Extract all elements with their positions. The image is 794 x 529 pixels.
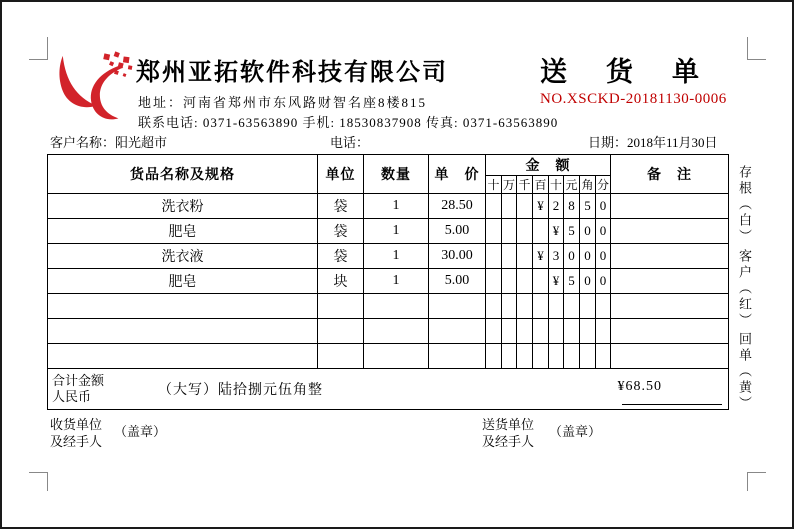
amount-digit-cell: 0 <box>564 244 580 269</box>
amount-digit-cell <box>580 294 596 319</box>
amount-digit-cell <box>486 344 502 369</box>
qty-cell <box>364 344 429 369</box>
digit-header: 千 <box>517 176 533 194</box>
unit-cell <box>318 344 364 369</box>
sender-line2: 及经手人 <box>482 434 535 449</box>
item-name-cell: 洗衣液 <box>48 244 318 269</box>
total-label-line2: 人民币 <box>52 389 92 404</box>
amount-digit-cell <box>564 344 580 369</box>
amount-digit-cell <box>580 319 596 344</box>
amount-digit-cell <box>502 194 517 219</box>
address-label: 地址： <box>138 95 184 110</box>
crop-mark-top-left-icon <box>29 37 48 60</box>
amount-digit-cell: 3 <box>549 244 564 269</box>
amount-digit-cell: ¥ <box>549 219 564 244</box>
amount-digit-cell <box>502 344 517 369</box>
digit-header: 元 <box>564 176 580 194</box>
amount-digit-cell: ¥ <box>533 194 549 219</box>
amount-digit-cell <box>502 294 517 319</box>
phone-field <box>330 132 369 151</box>
amount-digit-cell <box>502 219 517 244</box>
amount-digit-cell: 5 <box>564 269 580 294</box>
customer-label: 客户名称： <box>50 135 116 150</box>
crop-mark-bottom-left-icon <box>29 472 48 491</box>
document-title: 送 货 单 <box>540 57 705 87</box>
remark-cell <box>611 319 729 344</box>
amount-digit-cell <box>564 319 580 344</box>
receiver-seal-label: （盖章） <box>114 424 167 439</box>
amount-digit-cell: ¥ <box>549 269 564 294</box>
digit-header: 百 <box>533 176 549 194</box>
remark-cell <box>611 294 729 319</box>
sender-signature-block <box>482 416 534 450</box>
col-header-item-name: 货品名称及规格 <box>48 155 318 194</box>
total-cell <box>48 369 729 410</box>
amount-digit-cell <box>564 294 580 319</box>
total-amount-numeric: ¥68.50 <box>617 379 662 394</box>
amount-digit-cell: 0 <box>596 194 611 219</box>
amount-digit-cell <box>533 319 549 344</box>
document-number: NO.XSCKD-20181130-0006 <box>540 91 727 107</box>
unit-cell <box>318 294 364 319</box>
date-field <box>588 132 718 151</box>
copy-label-customer-red: 客户（红） <box>737 249 752 329</box>
amount-digit-cell <box>517 319 533 344</box>
amount-digit-cell <box>596 294 611 319</box>
customer-value: 阳光超市 <box>115 135 168 150</box>
price-cell: 5.00 <box>429 269 486 294</box>
col-header-remark: 备 注 <box>611 155 729 194</box>
remark-cell <box>611 219 729 244</box>
price-cell <box>429 344 486 369</box>
unit-cell <box>318 319 364 344</box>
amount-digit-cell <box>486 244 502 269</box>
price-cell <box>429 294 486 319</box>
col-header-price: 单 价 <box>429 155 486 194</box>
amount-digit-cell <box>486 194 502 219</box>
date-value: 2018年11月30日 <box>627 135 718 150</box>
amount-digit-cell <box>517 194 533 219</box>
amount-digit-cell <box>502 244 517 269</box>
digit-header: 角 <box>580 176 596 194</box>
amount-digit-cell <box>486 219 502 244</box>
remark-cell <box>611 244 729 269</box>
qty-cell <box>364 319 429 344</box>
amount-digit-cell <box>486 294 502 319</box>
copy-label-stub-white: 存根（白） <box>737 165 752 245</box>
qty-cell: 1 <box>364 194 429 219</box>
amount-digit-cell: 0 <box>580 244 596 269</box>
amount-digit-cell <box>596 319 611 344</box>
total-label <box>48 373 126 405</box>
amount-digit-cell: 0 <box>596 269 611 294</box>
qty-cell <box>364 294 429 319</box>
amount-digit-cell: 8 <box>564 194 580 219</box>
phone-label: 电话： <box>330 135 370 150</box>
sender-line1: 送货单位 <box>482 417 535 432</box>
table-row <box>48 219 729 244</box>
amount-digit-cell <box>486 319 502 344</box>
amount-digit-cell <box>580 344 596 369</box>
company-logo-phoenix-icon <box>52 50 136 132</box>
price-cell: 5.00 <box>429 219 486 244</box>
item-name-cell: 洗衣粉 <box>48 194 318 219</box>
total-amount-underline <box>622 404 722 405</box>
crop-mark-bottom-right-icon <box>747 472 766 491</box>
qty-cell: 1 <box>364 219 429 244</box>
company-name: 郑州亚拓软件科技有限公司 <box>136 60 448 86</box>
unit-cell: 袋 <box>318 244 364 269</box>
receiver-signature-block <box>50 416 102 450</box>
amount-digit-cell: 5 <box>580 194 596 219</box>
amount-digit-cell <box>533 219 549 244</box>
amount-digit-cell: 0 <box>580 219 596 244</box>
unit-cell: 块 <box>318 269 364 294</box>
amount-digit-cell <box>533 344 549 369</box>
unit-cell: 袋 <box>318 219 364 244</box>
unit-cell: 袋 <box>318 194 364 219</box>
amount-digit-cell <box>596 344 611 369</box>
table-row <box>48 244 729 269</box>
amount-digit-cell: 2 <box>549 194 564 219</box>
receiver-line1: 收货单位 <box>50 417 103 432</box>
item-name-cell: 肥皂 <box>48 219 318 244</box>
customer-field <box>50 132 167 151</box>
copy-label-receipt-yellow: 回单（黄） <box>737 332 752 412</box>
table-row <box>48 194 729 219</box>
amount-digit-cell <box>549 319 564 344</box>
table-row <box>48 319 729 344</box>
remark-cell <box>611 194 729 219</box>
date-label: 日期： <box>588 135 628 150</box>
amount-digit-cell: ¥ <box>533 244 549 269</box>
digit-header: 十 <box>486 176 502 194</box>
amount-digit-cell <box>517 294 533 319</box>
item-name-cell <box>48 344 318 369</box>
total-row <box>48 369 729 410</box>
amount-digit-cell <box>517 269 533 294</box>
amount-digit-cell <box>517 344 533 369</box>
table-row <box>48 294 729 319</box>
crop-mark-top-right-icon <box>747 37 766 60</box>
amount-digit-cell <box>517 244 533 269</box>
company-address <box>138 92 427 111</box>
amount-digit-cell <box>549 294 564 319</box>
item-name-cell <box>48 319 318 344</box>
total-label-line1: 合计金额 <box>52 373 105 388</box>
item-name-cell: 肥皂 <box>48 269 318 294</box>
qty-cell: 1 <box>364 244 429 269</box>
table-row <box>48 269 729 294</box>
items-table <box>47 154 729 410</box>
col-header-unit: 单位 <box>318 155 364 194</box>
amount-digit-cell <box>517 219 533 244</box>
amount-digit-cell: 0 <box>596 219 611 244</box>
digit-header: 分 <box>596 176 611 194</box>
sender-seal-label: （盖章） <box>549 424 602 439</box>
item-name-cell <box>48 294 318 319</box>
amount-digit-cell <box>533 269 549 294</box>
address-value: 河南省郑州市东风路财智名座8楼815 <box>183 95 428 110</box>
amount-digit-cell <box>502 269 517 294</box>
price-cell <box>429 319 486 344</box>
remark-cell <box>611 344 729 369</box>
price-cell: 28.50 <box>429 194 486 219</box>
company-contact-line: 联系电话: 0371-63563890 手机: 18530837908 传真: 0371-63563890 <box>138 115 559 130</box>
table-row <box>48 344 729 369</box>
price-cell: 30.00 <box>429 244 486 269</box>
amount-digit-cell <box>502 319 517 344</box>
col-header-qty: 数量 <box>364 155 429 194</box>
col-header-amount: 金 额 <box>486 155 611 176</box>
amount-digit-cell <box>533 294 549 319</box>
qty-cell: 1 <box>364 269 429 294</box>
total-amount-in-words: （大写）陆拾捌元伍角整 <box>158 383 323 398</box>
amount-digit-cell: 0 <box>580 269 596 294</box>
digit-header: 万 <box>502 176 517 194</box>
amount-digit-cell <box>486 269 502 294</box>
receiver-line2: 及经手人 <box>50 434 103 449</box>
amount-digit-cell: 5 <box>564 219 580 244</box>
amount-digit-cell <box>549 344 564 369</box>
digit-header: 十 <box>549 176 564 194</box>
remark-cell <box>611 269 729 294</box>
amount-digit-cell: 0 <box>596 244 611 269</box>
